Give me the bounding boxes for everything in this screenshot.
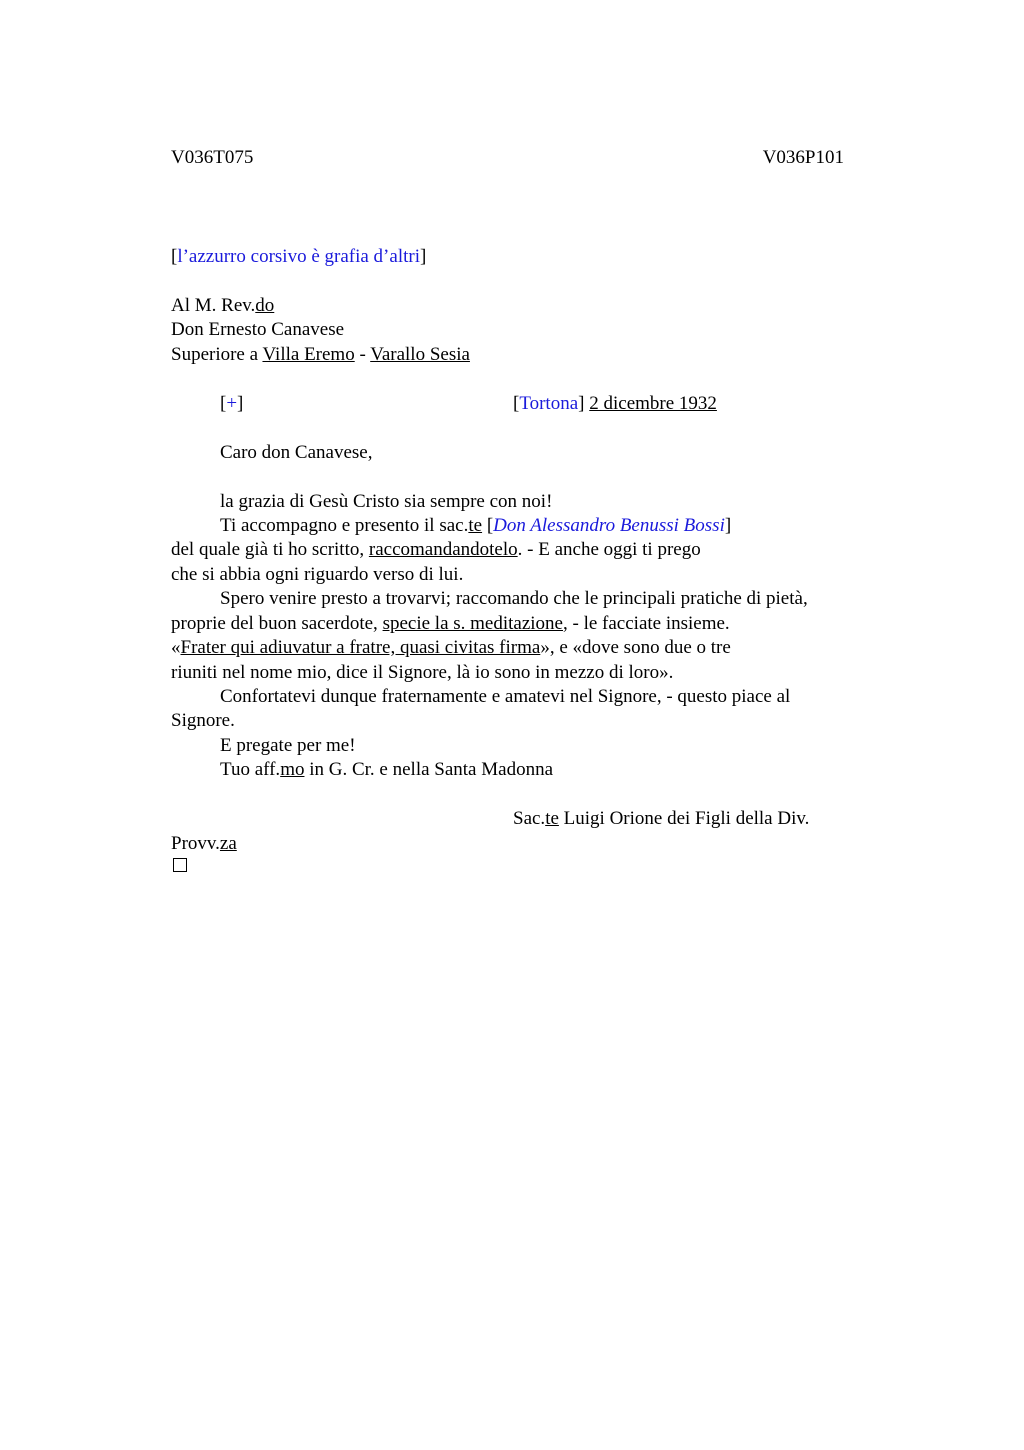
text: », e «dove sono due o tre: [540, 637, 731, 658]
salutation: Caro don Canavese,: [220, 442, 373, 463]
address-role: Superiore a: [171, 344, 263, 365]
text: del quale già ti ho scritto,: [171, 539, 369, 560]
bracket: [: [482, 515, 494, 536]
text: , - le facciate insieme.: [563, 613, 730, 634]
text: in G. Cr. e nella Santa Madonna: [304, 759, 553, 780]
editor-note-text: l’azzurro corsivo è grafia d’altri: [177, 246, 420, 267]
text: Tuo aff.: [220, 759, 281, 780]
cross-icon: +: [226, 393, 238, 414]
date: 2 dicembre 1932: [589, 393, 717, 414]
text: «: [171, 637, 181, 658]
bracket: ]: [724, 515, 732, 536]
abbrev-suffix: do: [255, 295, 275, 316]
cross-mark: [220, 392, 243, 416]
address-line-2: Don Ernesto Canavese: [171, 319, 345, 340]
latin-quote: Frater qui adiuvatur a fratre, quasi civitas firma: [180, 637, 541, 658]
text: Luigi Orione dei Figli della Div.: [558, 808, 810, 829]
body-line-2: [220, 514, 731, 538]
bracket: ]: [419, 246, 427, 267]
text: . - E anche oggi ti prego: [517, 539, 701, 560]
body-line-7: [171, 636, 731, 660]
body-line-8: riuniti nel nome mio, dice il Signore, là io sono in mezzo di loro».: [171, 662, 674, 683]
bracket: [: [513, 393, 520, 414]
underlined-text: raccomandandotelo: [368, 539, 518, 560]
city: Tortona: [519, 393, 579, 414]
page-code-right: V036P101: [762, 147, 844, 168]
bracket: ]: [237, 393, 244, 414]
address-line-3: [171, 343, 470, 367]
abbrev-suffix: te: [545, 808, 559, 829]
underlined-text: specie la s. meditazione: [382, 613, 563, 634]
bracket: [: [220, 393, 227, 414]
body-line-4: che si abbia ogni riguardo verso di lui.: [171, 564, 464, 585]
abbrev-suffix: mo: [280, 759, 305, 780]
end-square-icon: [173, 858, 187, 872]
body-line-6: [171, 612, 730, 636]
address-line-1: [171, 294, 274, 318]
address-title: Al M. Rev.: [171, 295, 256, 316]
abbrev-suffix: za: [219, 833, 237, 854]
body-line-11: E pregate per me!: [220, 735, 356, 756]
body-line-5: Spero venire presto a trovarvi; raccomando che le principali pratiche di pietà,: [220, 588, 808, 609]
place-villa-eremo: Villa Eremo: [262, 344, 355, 365]
abbrev-suffix: te: [468, 515, 483, 536]
signature: [513, 807, 809, 831]
body-line-3: [171, 538, 701, 562]
dateline: [513, 392, 717, 416]
bracket: [: [171, 246, 178, 267]
text: Sac.: [513, 808, 546, 829]
editor-note: [171, 245, 426, 269]
body-line-9: Confortatevi dunque fraternamente e amatevi nel Signore, - questo piace al: [220, 686, 791, 707]
person-name: Don Alessandro Benussi Bossi: [493, 515, 725, 536]
closing: [220, 758, 553, 782]
body-line-1: la grazia di Gesù Cristo sia sempre con noi!: [220, 491, 553, 512]
text: proprie del buon sacerdote,: [171, 613, 383, 634]
text: Provv.: [171, 833, 220, 854]
separator: -: [354, 344, 371, 365]
place-varallo-sesia: Varallo Sesia: [370, 344, 470, 365]
text: Ti accompagno e presento il sac.: [220, 515, 469, 536]
signature-line-2: [171, 832, 237, 856]
doc-code-left: V036T075: [171, 147, 254, 168]
bracket: ]: [578, 393, 590, 414]
body-line-10: Signore.: [171, 710, 235, 731]
